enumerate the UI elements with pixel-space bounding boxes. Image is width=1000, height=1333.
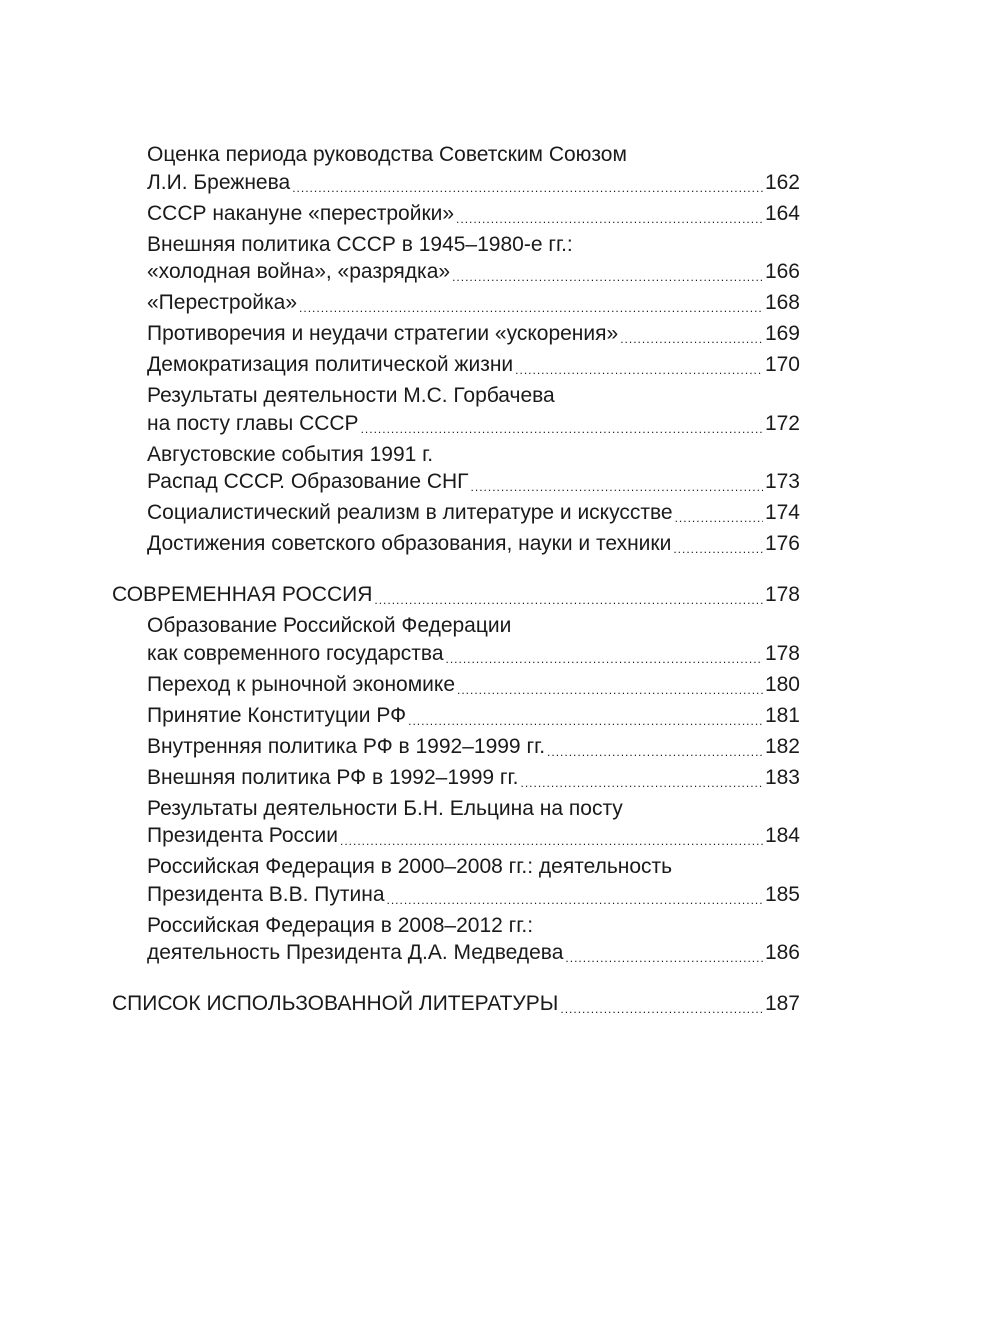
toc-row [147, 258, 800, 286]
toc-page-number: 172 [764, 411, 800, 435]
toc-entry-title: Распад СССР. Образование СНГ [147, 470, 469, 493]
toc-heading-title: СОВРЕМЕННАЯ РОССИЯ [112, 583, 373, 606]
toc-entry-title: на посту главы СССР [147, 411, 359, 435]
toc-page-number: 178 [764, 583, 800, 606]
dot-leader [361, 416, 763, 437]
toc-entry-title-line: Внешняя политика СССР в 1945–1980-е гг.: [147, 232, 573, 256]
toc-entry-title: как современного государства [147, 641, 444, 665]
toc-page-number: 168 [764, 291, 800, 314]
dot-leader [387, 887, 763, 908]
toc-entry[interactable] [112, 853, 800, 909]
toc-row [147, 468, 800, 496]
toc-row [147, 702, 800, 730]
dot-leader [456, 206, 763, 227]
toc-row [147, 169, 800, 197]
toc-row [147, 289, 800, 317]
toc-page-number: 182 [764, 734, 800, 758]
toc-entry-title: Переход к рыночной экономике [147, 672, 455, 696]
toc-row [147, 351, 800, 379]
toc-entry-title: «холодная война», «разрядка» [147, 260, 451, 283]
toc-entry[interactable] [112, 671, 800, 699]
dot-leader [452, 264, 763, 285]
toc-entry[interactable] [112, 733, 800, 761]
toc-entry-title: Президента России [147, 824, 338, 847]
dot-leader [547, 739, 763, 760]
toc-entry-title: Внешняя политика РФ в 1992–1999 гг. [147, 765, 519, 789]
toc-page-number: 185 [764, 882, 800, 906]
dot-leader [565, 945, 763, 966]
toc-entry-title: Президента В.В. Путина [147, 882, 385, 906]
toc-row [147, 200, 800, 228]
toc-entry-title: Л.И. Брежнева [147, 170, 291, 194]
dot-leader [408, 708, 763, 729]
toc-entry-title-line: Августовские события 1991 г. [147, 442, 434, 466]
toc-page-number: 186 [764, 941, 800, 964]
toc-page-number: 176 [764, 532, 800, 555]
toc-entry[interactable] [112, 912, 800, 968]
toc-row [147, 410, 800, 438]
toc-section [112, 581, 800, 967]
dot-leader [340, 828, 763, 849]
toc-entry[interactable] [112, 382, 800, 438]
toc-page-number: 174 [764, 501, 800, 524]
toc-entry-title-line: Российская Федерация в 2008–2012 гг.: [147, 913, 534, 937]
toc-page-number: 173 [764, 470, 800, 493]
dot-leader [515, 357, 763, 378]
toc-row [147, 530, 800, 558]
toc-row [147, 881, 800, 909]
toc-entry-title-line: Российская Федерация в 2000–2008 гг.: деятельность [147, 855, 673, 878]
toc-page-number: 164 [764, 201, 800, 225]
toc-entry-title: деятельность Президента Д.А. Медведева [147, 941, 564, 964]
dot-leader [446, 646, 763, 667]
toc-page-number: 183 [764, 765, 800, 789]
toc-page-number: 162 [764, 170, 800, 194]
toc-entry-title-line: Результаты деятельности М.С. Горбачева [147, 384, 555, 407]
toc-page-number: 166 [764, 260, 800, 283]
toc-entry-title: Достижения советского образования, науки и техники [147, 532, 672, 555]
toc-section [112, 990, 800, 1018]
dot-leader [471, 474, 763, 495]
toc-entry-title-line: Образование Российской Федерации [147, 614, 512, 637]
toc-row [147, 320, 800, 348]
toc-entry-title-line: Оценка периода руководства Советским Союзом [147, 143, 627, 166]
dot-leader [675, 505, 763, 526]
toc-row [147, 499, 800, 527]
toc-row [147, 764, 800, 792]
toc-heading-title: СПИСОК ИСПОЛЬЗОВАННОЙ ЛИТЕРАТУРЫ [112, 992, 559, 1015]
toc-entry-title: Принятие Конституции РФ [147, 703, 407, 727]
table-of-contents [112, 141, 800, 1021]
toc-entry-title: «Перестройка» [147, 291, 298, 314]
toc-entry[interactable] [112, 351, 800, 379]
toc-entry[interactable] [112, 612, 800, 668]
dot-leader [620, 326, 763, 347]
toc-page-number: 170 [764, 353, 800, 376]
dot-leader [560, 996, 763, 1017]
toc-section-heading[interactable] [112, 990, 800, 1018]
toc-entry[interactable] [112, 499, 800, 527]
toc-entry[interactable] [112, 441, 800, 497]
toc-row [147, 671, 800, 699]
toc-entry-title-line: Результаты деятельности Б.Н. Ельцина на посту [147, 796, 623, 820]
toc-section-heading[interactable] [112, 581, 800, 609]
dot-leader [673, 536, 763, 557]
toc-entry[interactable] [112, 200, 800, 228]
toc-row [112, 581, 800, 609]
toc-page-number: 181 [764, 703, 800, 727]
toc-entry-title: Социалистический реализм в литературе и искусстве [147, 501, 673, 524]
toc-row [112, 990, 800, 1018]
toc-entry[interactable] [112, 141, 800, 197]
toc-page-number: 180 [764, 672, 800, 696]
toc-entry-title: Противоречия и неудачи стратегии «ускорения» [147, 322, 619, 345]
toc-entry[interactable] [112, 702, 800, 730]
toc-row [147, 640, 800, 668]
dot-leader [457, 677, 763, 698]
toc-entry-title: Демократизация политической жизни [147, 353, 514, 376]
toc-page-number: 184 [764, 824, 800, 847]
toc-page-number: 187 [764, 992, 800, 1015]
dot-leader [521, 770, 763, 791]
toc-entry[interactable] [112, 231, 800, 287]
toc-entry-title: Внутренняя политика РФ в 1992–1999 гг. [147, 734, 546, 758]
toc-entry[interactable] [112, 530, 800, 558]
dot-leader [292, 175, 763, 196]
toc-entry[interactable] [112, 795, 800, 851]
toc-row [147, 939, 800, 967]
toc-page-number: 169 [764, 322, 800, 345]
toc-entry[interactable] [112, 764, 800, 792]
dot-leader [299, 295, 763, 316]
toc-section [112, 141, 800, 558]
toc-entry[interactable] [112, 289, 800, 317]
toc-entry[interactable] [112, 320, 800, 348]
toc-page-number: 178 [764, 641, 800, 665]
toc-entry-title: СССР накануне «перестройки» [147, 201, 455, 225]
dot-leader [374, 587, 763, 608]
toc-row [147, 822, 800, 850]
toc-row [147, 733, 800, 761]
